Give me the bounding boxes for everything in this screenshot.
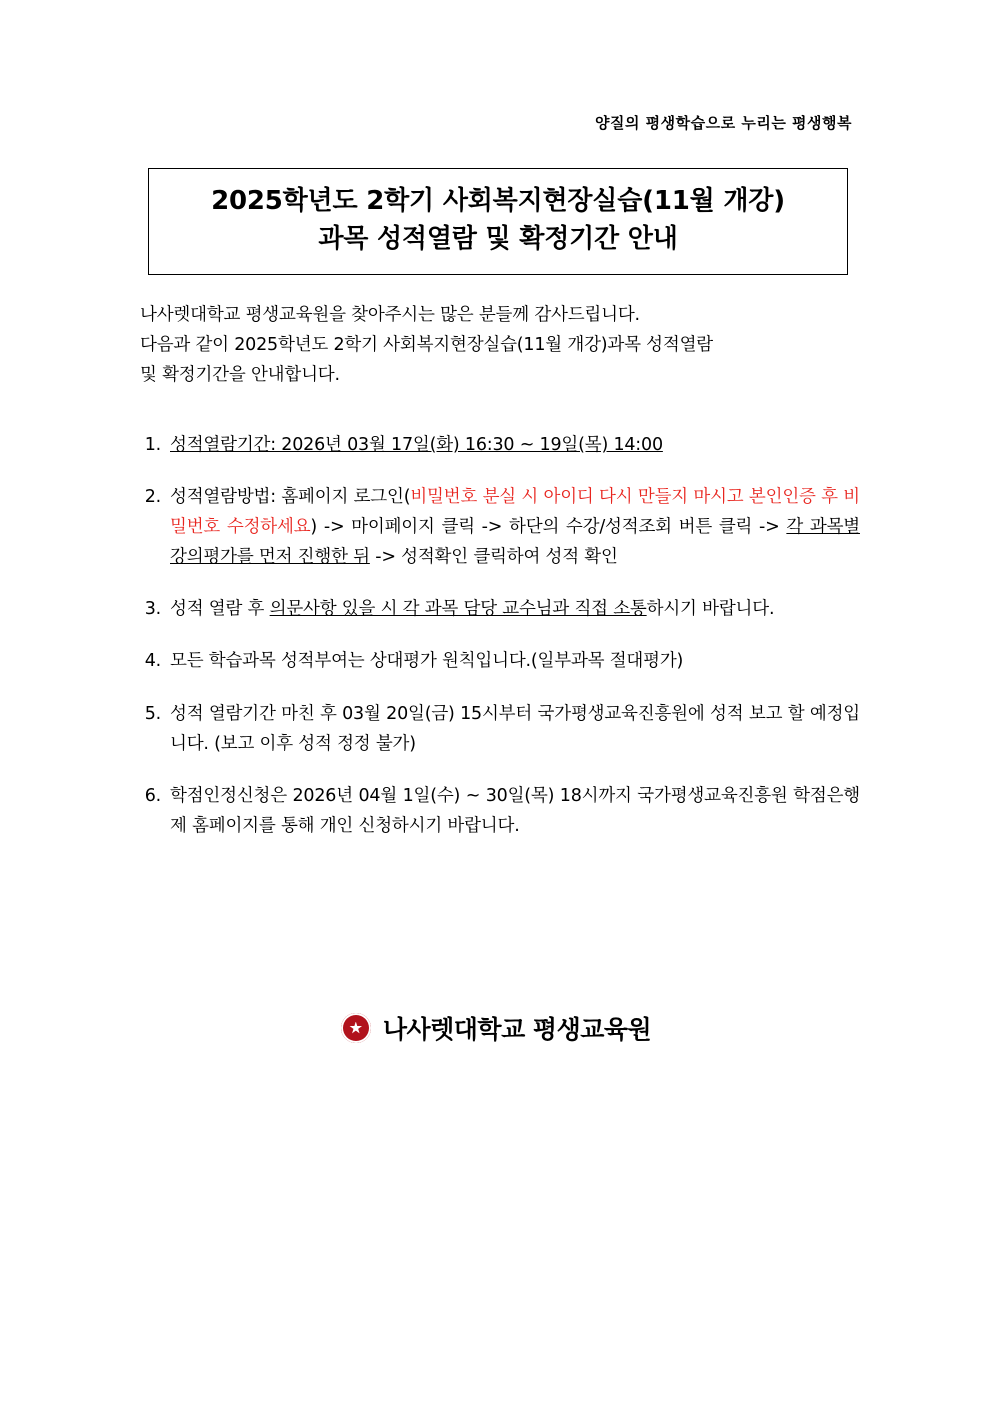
list-item	[140, 594, 860, 624]
list-item-number: 1.	[144, 435, 161, 455]
footer-inner	[341, 1010, 651, 1046]
intro-paragraph	[140, 300, 860, 390]
intro-line-1: 나사렛대학교 평생교육원을 찾아주시는 많은 분들께 감사드립니다.	[140, 305, 640, 325]
list-item-number: 2.	[144, 487, 161, 508]
course-evaluation-text: 각 과목별 강의평가를 먼저 진행한 뒤	[170, 517, 860, 568]
list-item	[140, 699, 860, 759]
grade-method-suffix: -> 성적확인 클릭하여 성적 확인	[369, 547, 618, 568]
password-warning-text: 비밀번호 분실 시 아이디 다시 만들지 마시고 본인인증 후 비밀번호 수정하세요	[170, 487, 860, 538]
footer	[0, 1010, 992, 1047]
intro-line-3: 및 확정기간을 안내합니다.	[140, 365, 340, 386]
inquiry-suffix: 하시기 바랍니다.	[646, 599, 775, 620]
inquiry-prefix: 성적 열람 후	[170, 599, 270, 620]
header-slogan: 양질의 평생학습으로 누리는 평생행복	[594, 114, 852, 132]
grade-view-period-text: 성적열람기간: 2026년 03월 17일(화) 16:30 ~ 19일(목) 14:00	[170, 435, 663, 455]
list-item-body: 학점인정신청은 2026년 04월 1일(수) ~ 30일(목) 18시까지 국가평생교육진흥원 학점은행제 홈페이지를 통해 개인 신청하시기 바랍니다.	[170, 785, 860, 836]
title-box	[148, 168, 848, 275]
list-item	[140, 430, 860, 460]
list-item-number: 5.	[144, 703, 161, 724]
list-item	[140, 646, 860, 676]
grade-method-middle: ) -> 마이페이지 클릭 -> 하단의 수강/성적조회 버튼 클릭 ->	[310, 517, 787, 538]
list-item-number: 3.	[144, 599, 161, 620]
notice-list	[140, 430, 860, 863]
title-line-2: 과목 성적열람 및 확정기간 안내	[318, 223, 678, 254]
list-item-body: 모든 학습과목 성적부여는 상대평가 원칙입니다.(일부과목 절대평가)	[170, 651, 684, 672]
list-item-body	[170, 594, 860, 624]
list-item-number: 4.	[144, 651, 161, 672]
list-item-number: 6.	[144, 785, 161, 806]
list-item-body: 성적 열람기간 마친 후 03월 20일(금) 15시부터 국가평생교육진흥원에 성적 보고 할 예정입니다. (보고 이후 성적 정정 불가)	[170, 703, 860, 754]
title-line-1: 2025학년도 2학기 사회복지현장실습(11월 개강)	[211, 186, 785, 216]
intro-line-2: 다음과 같이 2025학년도 2학기 사회복지현장실습(11월 개강)과목 성적열람	[140, 335, 714, 356]
list-item	[140, 482, 860, 572]
university-emblem-icon	[341, 1013, 371, 1043]
list-item-body	[170, 482, 860, 572]
list-item	[140, 781, 860, 841]
organization-name: 나사렛대학교 평생교육원	[382, 1015, 652, 1044]
grade-method-prefix: 성적열람방법: 홈페이지 로그인(	[170, 487, 411, 508]
list-item-body	[170, 430, 860, 460]
professor-contact-text: 의문사항 있을 시 각 과목 담당 교수님과 직접 소통	[269, 599, 647, 620]
